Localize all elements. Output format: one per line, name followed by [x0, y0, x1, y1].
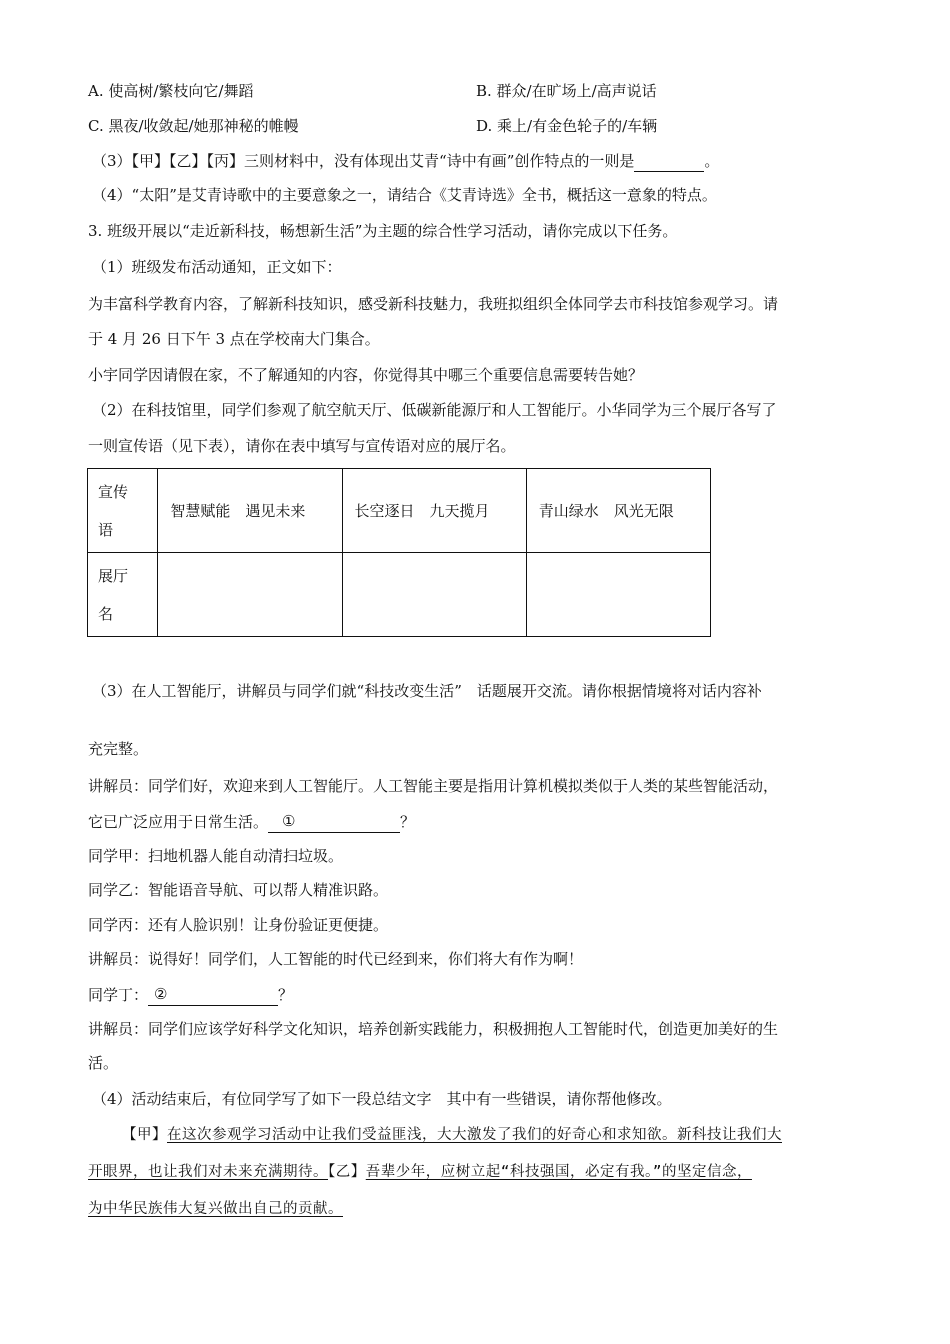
- table-row: [88, 553, 711, 637]
- slogan-cell: 青山绿水 风光无限: [526, 469, 710, 553]
- dialogue-student-c: 同学丙：还有人脸识别！让身份验证更便捷。: [88, 916, 389, 934]
- hall-name-input-cell[interactable]: [342, 553, 526, 637]
- row-head-text: 名: [98, 604, 114, 623]
- question-3-3-line-2: 充完整。: [88, 740, 149, 758]
- option-b: B. 群众/在旷场上/高声说话: [476, 82, 657, 100]
- question-3-4-title: （4）活动结束后，有位同学写了如下一段总结文字 其中有一些错误，请你帮他修改。: [92, 1090, 672, 1108]
- table-row: [88, 469, 711, 553]
- summary-line-2: [88, 1161, 752, 1183]
- answer-blank[interactable]: [634, 171, 704, 172]
- table-header-cell: [88, 469, 158, 553]
- question-3-1-title: （1）班级发布活动通知，正文如下：: [92, 258, 342, 276]
- option-d: D. 乘上/有金色轮子的/车辆: [476, 117, 658, 135]
- dialogue-text: 它已广泛应用于日常生活。: [88, 813, 269, 831]
- slogan-cell: 智慧赋能 遇见未来: [158, 469, 342, 553]
- table-header-cell: [88, 553, 158, 637]
- question-2-3: [92, 150, 719, 172]
- question-3-2-line-2: 一则宣传语（见下表），请你在表中填写与宣传语对应的展厅名。: [88, 437, 516, 455]
- dialogue-guide-3-cont: 活。: [88, 1054, 119, 1072]
- dialogue-guide-1-cont: [88, 810, 415, 833]
- slogan-cell: 长空逐日 九天揽月: [342, 469, 526, 553]
- option-c: C. 黑夜/收敛起/她那神秘的帷幔: [88, 117, 299, 135]
- notice-line-1: 为丰富科学教育内容，了解新科技知识，感受新科技魅力，我班拟组织全体同学去市科技馆参观学习。请: [88, 295, 779, 313]
- dialogue-student-b: 同学乙：智能语音导航、可以帮人精准识路。: [88, 881, 389, 899]
- summary-line-1: [122, 1124, 782, 1146]
- question-3-intro: 3. 班级开展以“走近新科技，畅想新生活”为主题的综合性学习活动，请你完成以下任务。: [88, 222, 678, 240]
- dialogue-text: ？: [400, 813, 416, 831]
- row-head-text: 展厅: [98, 566, 129, 585]
- dialogue-student-a: 同学甲：扫地机器人能自动清扫垃圾。: [88, 847, 344, 865]
- dialogue-guide-2: 讲解员：说得好！同学们，人工智能的时代已经到来，你们将大有作为啊！: [88, 950, 584, 968]
- label-yi: 【乙】: [328, 1164, 366, 1180]
- option-a: A. 使高树/繁枝向它/舞蹈: [88, 82, 254, 100]
- summary-line-3: [88, 1198, 343, 1220]
- question-3-3-line-1: （3）在人工智能厅，讲解员与同学们就“科技改变生活” 话题展开交流。请你根据情境将对话内容补: [92, 682, 762, 700]
- dialogue-guide-1: 讲解员：同学们好，欢迎来到人工智能厅。人工智能主要是指用计算机模拟类似于人类的某些智能活动，: [88, 777, 779, 795]
- hall-name-input-cell[interactable]: [158, 553, 342, 637]
- question-2-3-end: 。: [704, 152, 720, 170]
- summary-jia-text: 在这次参观学习活动中让我们受益匪浅，大大激发了我们的好奇心和求知欲。新科技让我们大: [167, 1127, 782, 1143]
- row-head-text: 语: [98, 520, 114, 539]
- summary-jia-text-cont: 开眼界，也让我们对未来充满期待。: [88, 1164, 328, 1180]
- answer-blank-2[interactable]: ②: [148, 983, 278, 1006]
- label-jia: 【甲】: [122, 1127, 167, 1143]
- row-head-text: 宣传: [98, 482, 129, 501]
- summary-yi-text-cont: 为中华民族伟大复兴做出自己的贡献。: [88, 1201, 343, 1217]
- answer-blank-1[interactable]: ①: [268, 810, 400, 833]
- question-2-3-text: （3）【甲】【乙】【丙】三则材料中，没有体现出艾青“诗中有画”创作特点的一则是: [92, 152, 635, 170]
- dialogue-guide-3: 讲解员：同学们应该学好科学文化知识，培养创新实践能力，积极拥抱人工智能时代，创造更加美好的生: [88, 1020, 779, 1038]
- question-2-4: （4）“太阳”是艾青诗歌中的主要意象之一，请结合《艾青诗选》全书，概括这一意象的特点。: [92, 186, 717, 204]
- dialogue-text: 同学丁：: [88, 986, 149, 1004]
- hall-table: [87, 468, 711, 637]
- dialogue-text: ？: [278, 986, 294, 1004]
- notice-line-2: 于 4 月 26 日下午 3 点在学校南大门集合。: [88, 330, 380, 348]
- dialogue-student-d: [88, 983, 293, 1006]
- question-3-1-question: 小宇同学因请假在家，不了解通知的内容，你觉得其中哪三个重要信息需要转告她？: [88, 366, 644, 384]
- summary-yi-text: 吾辈少年，应树立起“科技强国，必定有我。”的坚定信念，: [365, 1164, 752, 1180]
- question-3-2-line-1: （2）在科技馆里，同学们参观了航空航天厅、低碳新能源厅和人工智能厅。小华同学为三个展厅各写了: [92, 401, 777, 419]
- hall-name-input-cell[interactable]: [526, 553, 710, 637]
